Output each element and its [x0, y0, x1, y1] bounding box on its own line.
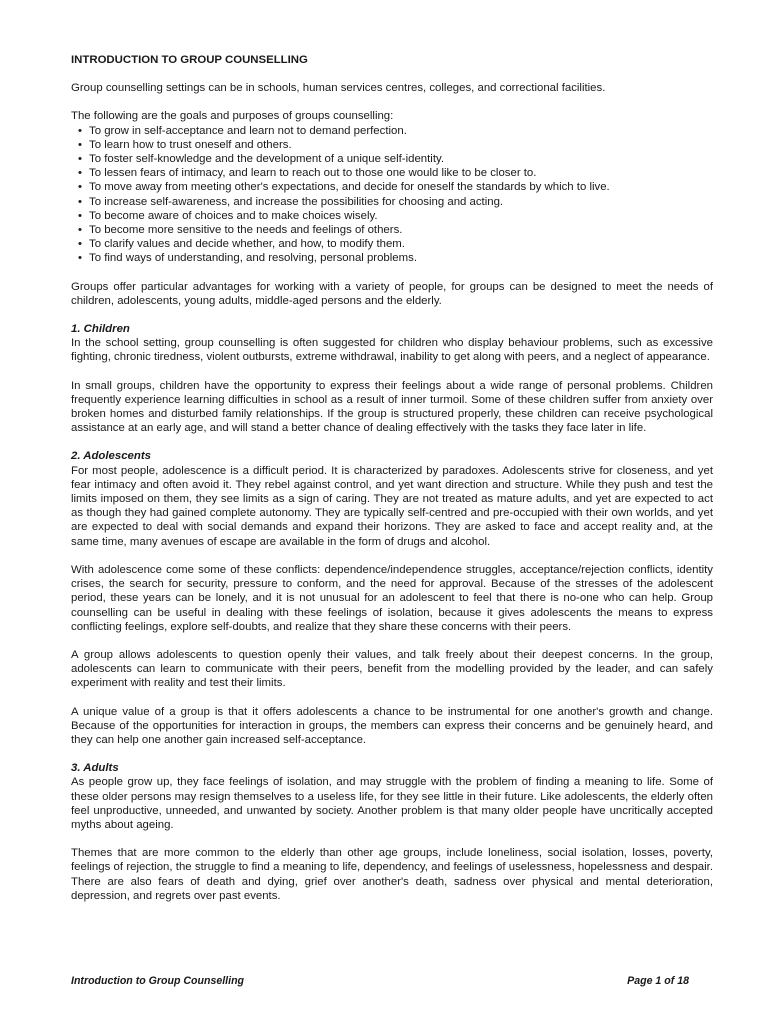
intro-paragraph: Group counselling settings can be in schools, human services centres, colleges, and correctional facilities. — [71, 82, 606, 95]
list-item: • To find ways of understanding, and resolving, personal problems. — [78, 251, 713, 265]
children-paragraph-1: In the school setting, group counselling is often suggested for children who display behaviour problems, such as excessive fighting, chronic tiredness, violent outbursts, extreme withdrawal, inability to get along with peers, and a neglect of appearance. — [71, 337, 713, 364]
list-item: • To foster self-knowledge and the development of a unique self-identity. — [78, 152, 713, 166]
list-item: • To learn how to trust oneself and others. — [78, 138, 713, 152]
section-heading-adults: 3. Adults — [71, 762, 119, 775]
page-title: INTRODUCTION TO GROUP COUNSELLING — [71, 54, 308, 66]
list-item: • To grow in self-acceptance and learn not to demand perfection. — [78, 124, 713, 138]
list-item: • To become more sensitive to the needs and feelings of others. — [78, 223, 713, 237]
goals-list — [71, 124, 713, 266]
list-item: • To clarify values and decide whether, and how, to modify them. — [78, 237, 713, 251]
adolescents-paragraph-3: A group allows adolescents to question openly their values, and talk freely about their deepest concerns. In the group, adolescents can learn to communicate with their peers, benefit from the modelling provided by the leader, and can safely experiment with reality and test their limits. — [71, 648, 713, 690]
adolescents-paragraph-4: A unique value of a group is that it offers adolescents a chance to be instrumental for one another's growth and change. Because of the opportunities for interaction in groups, the members can express their concerns and be genuinely heard, and they can help one another gain increased self-acceptance. — [71, 705, 713, 746]
page-number: Page 1 of 18 — [627, 975, 689, 987]
section-heading-adolescents: 2. Adolescents — [71, 450, 151, 463]
list-item: • To lessen fears of intimacy, and learn to reach out to those one would like to be closer to. — [78, 166, 713, 180]
page-footer — [71, 975, 689, 987]
adults-paragraph-2: Themes that are more common to the elderly than other age groups, include loneliness, social isolation, losses, poverty, feelings of rejection, the struggle to find a meaning to life, dependency, and feelings of uselessness, hopelessness and despair. There are also fears of death and dying, grief over another's death, sadness over physical and mental deterioration, depression, and regrets over past events. — [71, 847, 713, 902]
footer-title: Introduction to Group Counselling — [71, 975, 245, 987]
children-paragraph-2: In small groups, children have the opportunity to express their feelings about a wide range of personal problems. Children frequently experience learning difficulties in school as a result of inner turmoil. Some of these children suffer from anxiety over broken homes and disturbed family relationships. If the group is structured properly, these children can receive psychological assistance at an early age, and will stand a better chance of dealing effectively with the tasks they face later in life. — [71, 379, 713, 435]
document-body — [71, 53, 713, 917]
adolescents-paragraph-2: With adolescence come some of these conflicts: dependence/independence struggles, acceptance/rejection conflicts, identity crises, the search for security, pressure to conform, and the need for approval. Because of the stresses of the adolescent period, these years can be lonely, and it is not unusual for an adolescent to feel that there is no-one who can help. Group counselling can be useful in dealing with these feelings of isolation, because it gives adolescents the means to express conflicting feelings, explore self-doubts, and realize that they share these concerns with their peers. — [71, 563, 713, 633]
groups-paragraph: Groups offer particular advantages for working with a variety of people, for groups can be designed to meet the needs of children, adolescents, young adults, middle-aged persons and the elderly. — [71, 280, 713, 307]
goals-lead: The following are the goals and purposes of groups counselling: — [71, 110, 394, 123]
list-item: • To increase self-awareness, and increase the possibilities for choosing and acting. — [78, 195, 713, 209]
section-heading-children: 1. Children — [71, 323, 130, 336]
adults-paragraph-1: As people grow up, they face feelings of isolation, and may struggle with the problem of finding a meaning to life. Some of these older persons may resign themselves to a useless life, for they see little in their future. Like adolescents, the elderly often feel unproductive, unneeded, and unwanted by society. Another problem is that many older people have uncritically accepted myths about ageing. — [71, 776, 713, 831]
adolescents-paragraph-1: For most people, adolescence is a difficult period. It is characterized by paradoxes. Adolescents strive for closeness, and yet fear intimacy and often avoid it. They rebel against control, and yet want direction and structure. While they push and test the limits imposed on them, they see limits as a sign of caring. They are not treated as mature adults, and yet are expected to act as though they had gained complete autonomy. They are typically self-centred and pre-occupied with their own worlds, and yet are expected to deal with social demands and expand their horizons. They are asked to face and accept reality and, at the same time, many avenues of escape are available in the form of drugs and alcohol. — [71, 464, 713, 548]
list-item: • To move away from meeting other's expectations, and decide for oneself the standards by which to live. — [78, 180, 713, 194]
list-item: • To become aware of choices and to make choices wisely. — [78, 209, 713, 223]
